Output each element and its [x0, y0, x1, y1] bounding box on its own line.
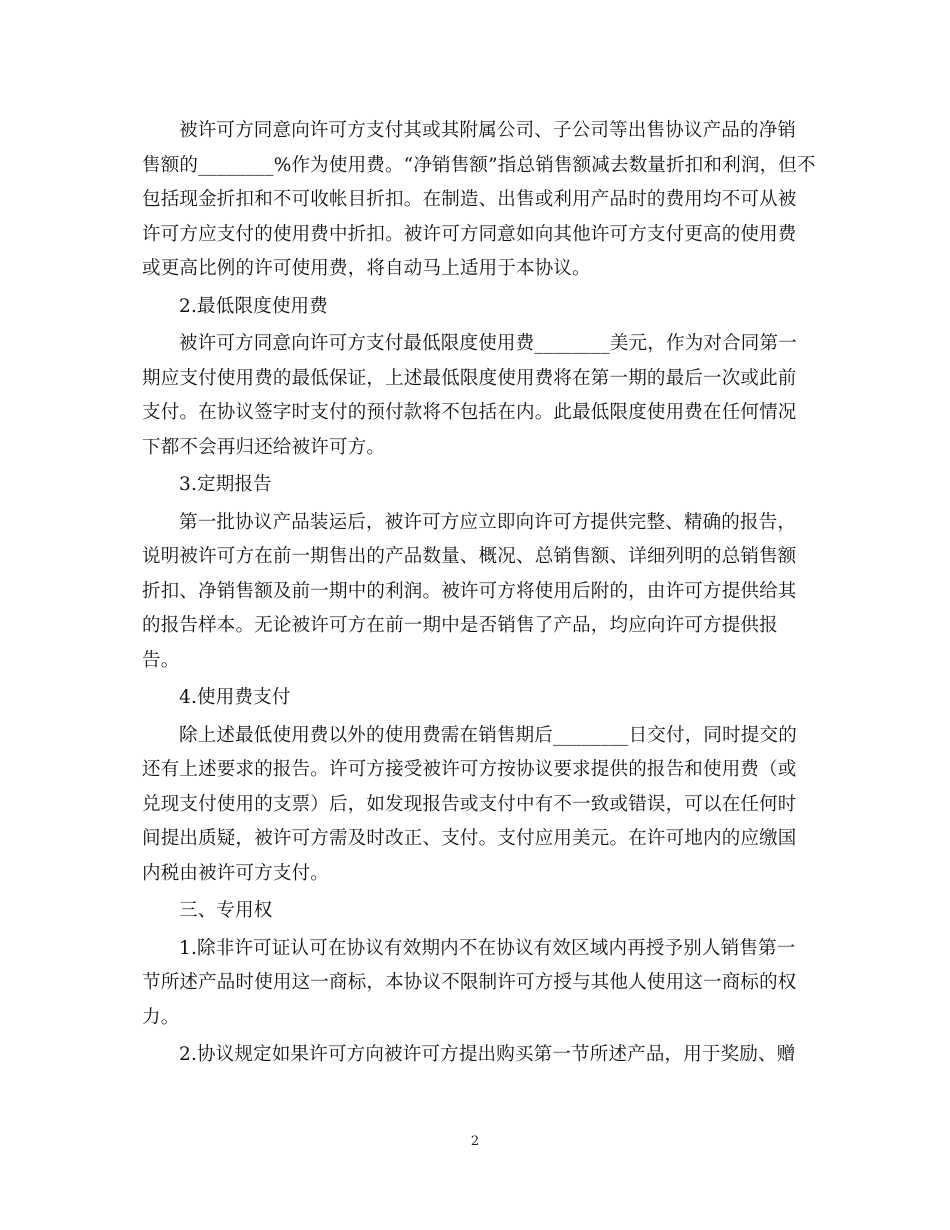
- page-number: 2: [470, 1134, 480, 1149]
- text-line: 包括现金折扣和不可收帐目折扣。在制造、出售或利用产品时的费用均不可从被: [142, 189, 797, 210]
- text-line: 折扣、净销售额及前一期中的利润。被许可方将使用后附的，由许可方提供给其: [142, 580, 797, 602]
- text-line: 除上述最低使用费以外的使用费需在销售期后________日交付，同时提交的: [179, 724, 797, 746]
- text-line: 还有上述要求的报告。许可方接受被许可方按协议要求提供的报告和使用费（或: [142, 759, 797, 780]
- paragraph-minimum-royalty: [142, 327, 812, 465]
- text-line: 期应支付使用费的最低保证，上述最低限度使用费将在第一期的最后一次或此前: [142, 367, 797, 389]
- section-heading-royalty-payment: 4.使用费支付: [179, 687, 291, 708]
- paragraph-exclusive-rights-1: [142, 932, 812, 1036]
- text-line: 支付。在协议签字时支付的预付款将不包括在内。此最低限度使用费在任何情况: [142, 402, 797, 423]
- paragraph-royalty-rate: [142, 114, 816, 287]
- text-line: 第一批协议产品装运后，被许可方应立即向许可方提供完整、精确的报告，: [179, 511, 797, 533]
- section-heading-exclusive-rights: 三、专用权: [179, 900, 273, 921]
- paragraph-royalty-payment: [142, 719, 812, 892]
- text-line: 内税由被许可方支付。: [142, 862, 330, 884]
- text-line: 1.除非许可证认可在协议有效期内不在协议有效区域内再授予别人销售第一: [179, 937, 796, 959]
- section-heading-minimum-royalty: 2.最低限度使用费: [179, 295, 328, 317]
- text-line: 售额的________%作为使用费。“净销售额”指总销售额减去数量折扣和利润，但不: [142, 154, 816, 176]
- text-line: 的报告样本。无论被许可方在前一期中是否销售了产品，均应向许可方提供报: [142, 615, 778, 636]
- text-line: 告。: [142, 649, 180, 671]
- paragraph-exclusive-rights-2: [142, 1038, 812, 1073]
- text-line: 许可方应支付的使用费中折扣。被许可方同意如向其他许可方支付更高的使用费: [142, 223, 797, 245]
- text-line: 节所述产品时使用这一商标，本协议不限制许可方授与其他人使用这一商标的权: [142, 972, 797, 993]
- text-line: 下都不会再归还给被许可方。: [142, 436, 386, 458]
- text-line: 兑现支付使用的支票）后，如发现报告或支付中有不一致或错误，可以在任何时: [142, 793, 797, 815]
- text-line: 被许可方同意向许可方支付其或其附属公司、子公司等出售协议产品的净销: [179, 120, 797, 141]
- text-line: 力。: [142, 1006, 180, 1028]
- text-line: 说明被许可方在前一期售出的产品数量、概况、总销售额、详细列明的总销售额: [142, 546, 797, 567]
- text-line: 间提出质疑，被许可方需及时改正、支付。支付应用美元。在许可地内的应缴国: [142, 828, 797, 849]
- paragraph-periodic-report: [142, 506, 812, 679]
- text-line: 或更高比例的许可使用费，将自动马上适用于本协议。: [142, 258, 591, 279]
- section-heading-periodic-report: 3.定期报告: [179, 474, 272, 495]
- text-line: 2.协议规定如果许可方向被许可方提出购买第一节所述产品，用于奖励、赠: [179, 1044, 796, 1065]
- document-body: [142, 114, 816, 1073]
- text-line: 被许可方同意向许可方支付最低限度使用费________美元，作为对合同第一: [179, 333, 797, 354]
